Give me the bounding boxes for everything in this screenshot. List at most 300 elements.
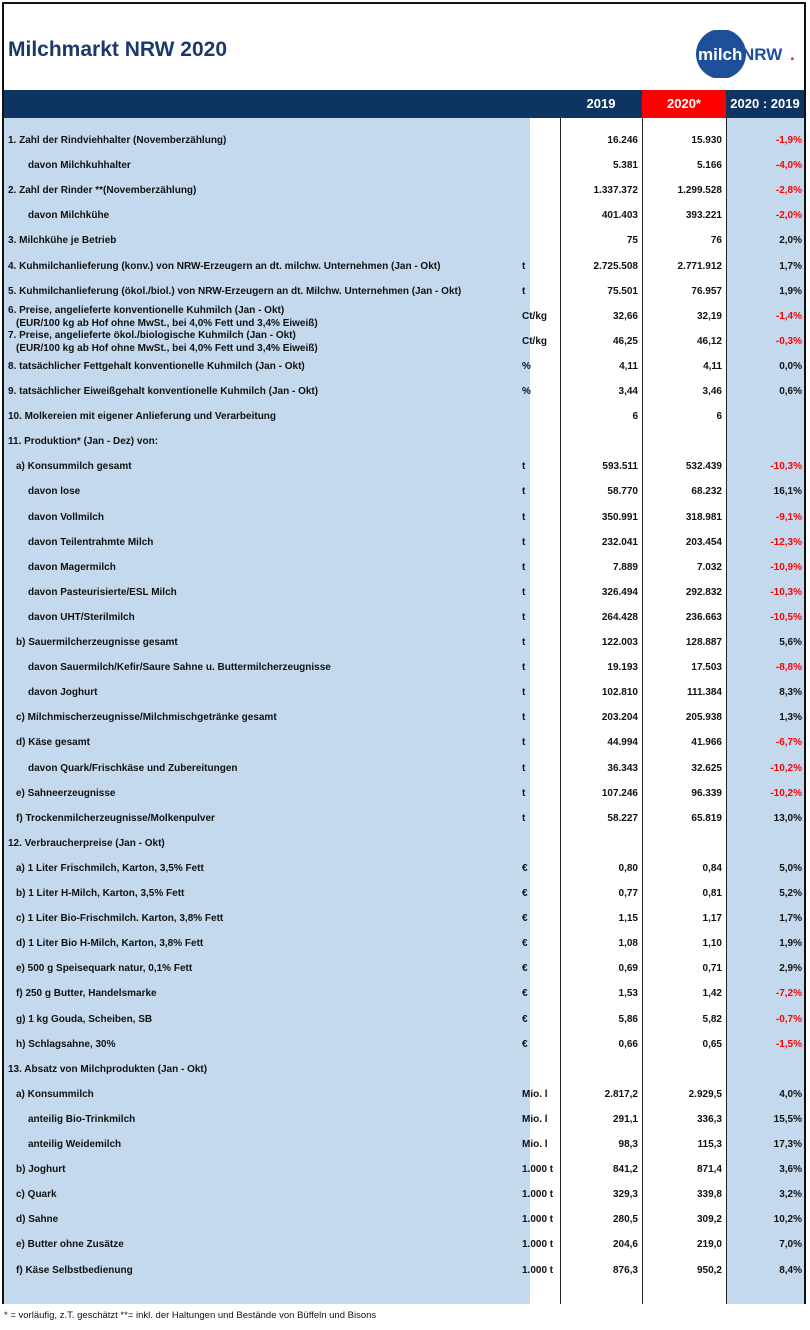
value-2019: 44.994 bbox=[607, 737, 638, 749]
table-row bbox=[4, 1107, 804, 1132]
row-label-text: anteilig Weidemilch bbox=[28, 1139, 122, 1150]
table-row bbox=[4, 153, 804, 178]
column-header-bar bbox=[4, 90, 804, 118]
value-2019: 593.511 bbox=[602, 461, 638, 473]
table-row bbox=[4, 128, 804, 153]
table-row bbox=[4, 580, 804, 605]
row-label-text: 1. Zahl der Rindviehhalter (Novemberzählung) bbox=[8, 135, 227, 146]
ratio-value: -10,3% bbox=[770, 461, 802, 473]
row-label bbox=[8, 404, 276, 429]
row-label bbox=[16, 1182, 57, 1207]
ratio-value: 7,0% bbox=[779, 1239, 802, 1251]
table-row bbox=[4, 630, 804, 655]
column-header-ratio: 2020 : 2019 bbox=[730, 96, 800, 111]
row-label-text: anteilig Bio-Trinkmilch bbox=[28, 1113, 136, 1125]
row-unit: t bbox=[522, 637, 526, 648]
table-row bbox=[4, 505, 804, 530]
row-label-text: c) 1 Liter Bio-Frischmilch. Karton, 3,8% Fett bbox=[16, 913, 224, 925]
row-label bbox=[16, 806, 215, 831]
row-unit: Mio. l bbox=[522, 1139, 548, 1150]
ratio-value: 5,6% bbox=[779, 637, 802, 648]
value-2020: 0,71 bbox=[702, 963, 722, 975]
value-2019: 46,25 bbox=[612, 335, 638, 347]
row-unit: € bbox=[522, 963, 528, 975]
table-row bbox=[4, 304, 804, 329]
row-label bbox=[8, 128, 226, 153]
value-2020: 32.625 bbox=[691, 762, 722, 774]
row-label bbox=[8, 254, 440, 279]
svg-text:NRW: NRW bbox=[742, 45, 783, 64]
value-2020 bbox=[644, 831, 722, 856]
page-title: Milchmarkt NRW 2020 bbox=[8, 38, 228, 61]
row-label-text: 6. Preise, angelieferte konventionelle Kuhmilch (Jan - Okt) bbox=[8, 304, 285, 316]
row-label bbox=[16, 1032, 115, 1057]
value-2020: 46,12 bbox=[696, 335, 722, 347]
row-unit: Ct/kg bbox=[522, 310, 547, 322]
row-unit: t bbox=[522, 611, 526, 623]
row-label-text: b) Joghurt bbox=[16, 1164, 66, 1176]
row-label bbox=[16, 781, 115, 806]
row-label-text: e) Butter ohne Zusätze bbox=[16, 1239, 124, 1251]
row-unit: % bbox=[522, 360, 531, 372]
row-label bbox=[28, 203, 109, 228]
row-unit bbox=[522, 429, 558, 454]
value-2019: 204,6 bbox=[612, 1239, 638, 1251]
row-unit: 1.000 t bbox=[522, 1214, 554, 1226]
row-unit: t bbox=[522, 461, 526, 473]
ratio-value: -1,5% bbox=[775, 1038, 802, 1050]
milch-nrw-logo bbox=[694, 30, 798, 78]
value-2019: 58.770 bbox=[607, 486, 638, 498]
table-row bbox=[4, 354, 804, 379]
table-row bbox=[4, 530, 804, 555]
table-row bbox=[4, 1032, 804, 1057]
ratio-value: 1,7% bbox=[779, 913, 802, 925]
row-unit bbox=[522, 203, 558, 228]
value-2019: 264.428 bbox=[601, 611, 638, 623]
row-label bbox=[16, 1157, 65, 1182]
ratio-value bbox=[728, 1057, 802, 1082]
value-2019: 291,1 bbox=[612, 1113, 638, 1125]
table-row bbox=[4, 228, 804, 253]
table-row bbox=[4, 1082, 804, 1107]
ratio-value: -0,3% bbox=[775, 335, 802, 347]
table-row bbox=[4, 555, 804, 580]
row-label bbox=[16, 730, 90, 755]
row-unit: € bbox=[522, 888, 528, 899]
row-label bbox=[16, 1082, 94, 1107]
table-row bbox=[4, 1157, 804, 1182]
value-2020: 236.663 bbox=[685, 611, 722, 623]
row-label-text: davon Quark/Frischkäse und Zubereitungen bbox=[28, 762, 238, 774]
table-row bbox=[4, 429, 804, 454]
row-label bbox=[28, 1132, 121, 1157]
table-row bbox=[4, 1132, 804, 1157]
row-label-text: 4. Kuhmilchanlieferung (konv.) von NRW-Erzeugern an dt. milchw. Unternehmen (Jan - Okt) bbox=[8, 260, 441, 272]
table-row bbox=[4, 178, 804, 203]
value-2019: 0,66 bbox=[618, 1038, 638, 1050]
value-2019: 16.246 bbox=[607, 135, 638, 146]
row-label bbox=[16, 1007, 152, 1032]
value-2020: 2.929,5 bbox=[688, 1088, 722, 1100]
row-label bbox=[16, 981, 157, 1006]
value-2020: 65.819 bbox=[691, 812, 722, 824]
value-2019: 36.343 bbox=[607, 762, 638, 774]
value-2020: 5.166 bbox=[696, 160, 722, 172]
row-unit: t bbox=[522, 586, 526, 598]
ratio-value: -10,2% bbox=[770, 787, 802, 799]
row-label-text: davon Milchkühe bbox=[28, 210, 110, 222]
ratio-value: -2,0% bbox=[775, 210, 802, 222]
value-2020: 5,82 bbox=[702, 1013, 722, 1025]
value-2019: 3,44 bbox=[618, 386, 638, 397]
value-2020: 41.966 bbox=[691, 737, 722, 749]
row-label-text: c) Quark bbox=[16, 1189, 57, 1201]
value-2019: 1,15 bbox=[618, 913, 638, 925]
row-label-text: 5. Kuhmilchanlieferung (ökol./biol.) von NRW-Erzeugern an dt. Milchw. Unternehmen (Jan - Okt) bbox=[8, 285, 462, 297]
value-2019: 2.725.508 bbox=[593, 260, 638, 272]
row-label-text: 3. Milchkühe je Betrieb bbox=[8, 235, 117, 247]
ratio-value: -4,0% bbox=[775, 160, 802, 172]
value-2019: 1.337.372 bbox=[593, 185, 638, 197]
row-unit bbox=[522, 831, 558, 856]
row-label bbox=[28, 1107, 135, 1132]
ratio-value bbox=[728, 831, 802, 856]
table-frame bbox=[2, 2, 806, 1304]
row-label-text: 13. Absatz von Milchprodukten (Jan - Okt) bbox=[8, 1063, 208, 1075]
value-2020: 111.384 bbox=[686, 687, 722, 699]
value-2020: 318.981 bbox=[685, 511, 722, 523]
page-header bbox=[4, 4, 804, 92]
row-label bbox=[28, 479, 80, 504]
value-2019: 107.246 bbox=[601, 787, 638, 799]
row-label-text: a) Konsummilch gesamt bbox=[16, 461, 132, 473]
ratio-value: 10,2% bbox=[773, 1214, 802, 1226]
row-label-text: davon Milchkuhhalter bbox=[28, 160, 131, 172]
row-unit: t bbox=[522, 536, 526, 548]
row-label bbox=[16, 454, 132, 479]
value-2019: 1,08 bbox=[618, 938, 638, 950]
row-unit: t bbox=[522, 662, 526, 674]
table-row bbox=[4, 404, 804, 429]
row-label-text: davon Teilentrahmte Milch bbox=[28, 536, 154, 548]
svg-text:.: . bbox=[790, 45, 795, 64]
row-label-text: 2. Zahl der Rinder **(Novemberzählung) bbox=[8, 185, 197, 197]
row-label bbox=[8, 354, 305, 379]
value-2019: 58.227 bbox=[607, 812, 638, 824]
table-row bbox=[4, 279, 804, 304]
value-2020 bbox=[644, 1057, 722, 1082]
ratio-value: -9,1% bbox=[775, 511, 802, 523]
row-label-text: 9. tatsächlicher Eiweißgehalt konventionelle Kuhmilch (Jan - Okt) bbox=[8, 386, 319, 397]
row-unit: t bbox=[522, 687, 526, 699]
row-label bbox=[8, 228, 116, 253]
row-label bbox=[16, 906, 223, 931]
value-2020: 532.439 bbox=[685, 461, 722, 473]
row-unit: t bbox=[522, 762, 526, 774]
row-label-text: e) Sahneerzeugnisse bbox=[16, 787, 116, 799]
value-2020: 205.938 bbox=[685, 712, 722, 724]
row-unit bbox=[522, 153, 558, 178]
row-unit bbox=[522, 128, 558, 153]
ratio-value: 16,1% bbox=[773, 486, 802, 498]
row-label bbox=[8, 304, 318, 329]
value-2020: 68.232 bbox=[691, 486, 722, 498]
row-label-text: a) Konsummilch bbox=[16, 1088, 94, 1100]
ratio-value: 5,0% bbox=[779, 862, 802, 874]
row-label-text: 7. Preise, angelieferte ökol./biologische Kuhmilch (Jan - Okt) bbox=[8, 329, 296, 341]
row-label bbox=[16, 1258, 133, 1283]
ratio-value: 1,9% bbox=[779, 285, 802, 297]
value-2020: 1.299.528 bbox=[677, 185, 722, 197]
value-2019: 19.193 bbox=[607, 662, 638, 674]
table-row bbox=[4, 881, 804, 906]
ratio-value: 1,7% bbox=[779, 260, 802, 272]
ratio-value: -10,9% bbox=[770, 561, 802, 573]
table-row bbox=[4, 254, 804, 279]
row-label-text: d) Käse gesamt bbox=[16, 737, 90, 749]
value-2019: 32,66 bbox=[612, 310, 638, 322]
row-label-text: davon UHT/Sterilmilch bbox=[28, 611, 135, 623]
row-label-text: davon Sauermilch/Kefir/Saure Sahne u. Buttermilcherzeugnisse bbox=[28, 662, 331, 674]
value-2019: 102.810 bbox=[601, 687, 638, 699]
row-label bbox=[8, 178, 196, 203]
row-unit: € bbox=[522, 1013, 528, 1025]
value-2020: 0,65 bbox=[702, 1038, 722, 1050]
table-row bbox=[4, 981, 804, 1006]
row-unit: % bbox=[522, 386, 531, 397]
value-2019: 7.889 bbox=[612, 561, 638, 573]
row-unit: t bbox=[522, 787, 526, 799]
row-label-text: b) 1 Liter H-Milch, Karton, 3,5% Fett bbox=[16, 888, 185, 899]
value-2019: 0,77 bbox=[618, 888, 638, 899]
value-2019: 122.003 bbox=[601, 637, 638, 648]
value-2019: 0,80 bbox=[618, 862, 638, 874]
row-label bbox=[28, 580, 177, 605]
value-2020: 1,10 bbox=[702, 938, 722, 950]
value-2019: 401.403 bbox=[601, 210, 638, 222]
row-label bbox=[16, 956, 192, 981]
value-2020: 336,3 bbox=[696, 1113, 722, 1125]
value-2020: 309,2 bbox=[696, 1214, 722, 1226]
ratio-value: 13,0% bbox=[773, 812, 802, 824]
value-2019: 75 bbox=[626, 235, 638, 247]
value-2020: 1,42 bbox=[702, 988, 722, 1000]
row-label bbox=[28, 756, 238, 781]
row-unit: € bbox=[522, 913, 528, 925]
table-row bbox=[4, 203, 804, 228]
ratio-value: 17,3% bbox=[773, 1139, 802, 1150]
table-row bbox=[4, 956, 804, 981]
row-unit: t bbox=[522, 812, 526, 824]
value-2020: 2.771.912 bbox=[677, 260, 722, 272]
row-label bbox=[16, 1232, 124, 1257]
value-2020: 219,0 bbox=[696, 1239, 722, 1251]
row-unit: t bbox=[522, 486, 526, 498]
row-unit: Mio. l bbox=[522, 1113, 548, 1125]
row-label-text: davon Vollmilch bbox=[28, 511, 104, 523]
row-unit: t bbox=[522, 712, 526, 724]
table-row bbox=[4, 605, 804, 630]
row-label bbox=[8, 429, 158, 454]
value-2019: 203.204 bbox=[601, 712, 638, 724]
row-unit: Ct/kg bbox=[522, 335, 547, 347]
row-unit bbox=[522, 178, 558, 203]
row-label bbox=[28, 655, 331, 680]
row-unit: t bbox=[522, 285, 526, 297]
row-label-text: e) 500 g Speisequark natur, 0,1% Fett bbox=[16, 963, 193, 975]
ratio-value: -12,3% bbox=[770, 536, 802, 548]
ratio-value bbox=[728, 429, 802, 454]
footnote: * = vorläufig, z.T. geschätzt **= inkl. der Haltungen und Bestände von Büffeln und Bisons bbox=[4, 1310, 377, 1321]
value-2019: 350.991 bbox=[601, 511, 638, 523]
svg-text:milch: milch bbox=[698, 45, 743, 64]
ratio-value: 0,0% bbox=[779, 360, 802, 372]
value-2020: 292.832 bbox=[685, 586, 722, 598]
row-label-text: 11. Produktion* (Jan - Dez) von: bbox=[8, 436, 159, 448]
value-2019 bbox=[562, 1057, 638, 1082]
ratio-value: -10,2% bbox=[770, 762, 802, 774]
row-label bbox=[28, 530, 153, 555]
ratio-value: -2,8% bbox=[775, 185, 802, 197]
ratio-value: -1,9% bbox=[775, 135, 802, 146]
ratio-value: 2,0% bbox=[779, 235, 802, 247]
value-2019: 876,3 bbox=[612, 1264, 638, 1276]
value-2019: 0,69 bbox=[618, 963, 638, 975]
row-unit: t bbox=[522, 561, 526, 573]
table-body bbox=[4, 118, 804, 1304]
row-label bbox=[16, 1207, 58, 1232]
value-2020: 1,17 bbox=[702, 913, 722, 925]
row-label-text: g) 1 kg Gouda, Scheiben, SB bbox=[16, 1013, 153, 1025]
row-label-text: davon Pasteurisierte/ESL Milch bbox=[28, 586, 177, 598]
table-row bbox=[4, 831, 804, 856]
value-2020: 7.032 bbox=[696, 561, 722, 573]
row-label-text: d) Sahne bbox=[16, 1214, 59, 1226]
value-2019: 1,53 bbox=[618, 988, 638, 1000]
value-2020: 4,11 bbox=[703, 360, 722, 372]
value-2020: 6 bbox=[716, 411, 722, 423]
row-label-subtext: (EUR/100 kg ab Hof ohne MwSt., bei 4,0% Fett und 3,4% Eiweiß) bbox=[16, 342, 318, 354]
value-2019: 5,86 bbox=[618, 1013, 638, 1025]
row-unit: € bbox=[522, 988, 528, 1000]
row-label-subtext: (EUR/100 kg ab Hof ohne MwSt., bei 4,0% Fett und 3,4% Eiweiß) bbox=[16, 317, 318, 329]
value-2020: 128.887 bbox=[685, 637, 722, 648]
row-label-text: h) Schlagsahne, 30% bbox=[16, 1038, 116, 1050]
row-label bbox=[28, 555, 116, 580]
ratio-value: 4,0% bbox=[779, 1088, 802, 1100]
table-row bbox=[4, 655, 804, 680]
value-2019: 329,3 bbox=[612, 1189, 638, 1201]
row-label-text: f) Trockenmilcherzeugnisse/Molkenpulver bbox=[16, 812, 215, 824]
value-2019: 2.817,2 bbox=[604, 1088, 638, 1100]
value-2020: 0,84 bbox=[702, 862, 722, 874]
value-2020: 339,8 bbox=[696, 1189, 722, 1201]
ratio-value: -10,3% bbox=[770, 586, 802, 598]
value-2020: 76.957 bbox=[691, 285, 722, 297]
row-unit: 1.000 t bbox=[522, 1239, 554, 1251]
table-row bbox=[4, 329, 804, 354]
ratio-value: -7,2% bbox=[775, 988, 802, 1000]
value-2019: 5.381 bbox=[612, 160, 638, 172]
ratio-value: 8,3% bbox=[779, 687, 802, 699]
value-2019: 326.494 bbox=[601, 586, 638, 598]
row-unit: t bbox=[522, 260, 526, 272]
ratio-value: 8,4% bbox=[779, 1264, 802, 1276]
table-row bbox=[4, 756, 804, 781]
row-label-text: c) Milchmischerzeugnisse/Milchmischgetränke gesamt bbox=[16, 712, 277, 724]
row-unit: € bbox=[522, 938, 528, 950]
table-row bbox=[4, 479, 804, 504]
row-label bbox=[28, 153, 131, 178]
value-2020: 393.221 bbox=[685, 210, 722, 222]
column-header-2020: 2020* bbox=[642, 90, 726, 118]
value-2020: 3,46 bbox=[702, 386, 722, 397]
table-row bbox=[4, 705, 804, 730]
row-label-text: f) 250 g Butter, Handelsmarke bbox=[16, 988, 157, 1000]
row-label bbox=[16, 705, 277, 730]
value-2020: 32,19 bbox=[696, 310, 722, 322]
row-label bbox=[16, 931, 203, 956]
row-label-text: davon Magermilch bbox=[28, 561, 116, 573]
row-label-text: a) 1 Liter Frischmilch, Karton, 3,5% Fett bbox=[16, 862, 204, 874]
column-header-2019: 2019 bbox=[586, 96, 616, 111]
row-unit: t bbox=[522, 737, 526, 749]
ratio-value: -8,8% bbox=[775, 662, 802, 674]
ratio-value: 5,2% bbox=[779, 888, 802, 899]
ratio-value: 3,2% bbox=[779, 1189, 802, 1201]
row-label bbox=[8, 831, 165, 856]
value-2019: 6 bbox=[632, 411, 638, 423]
value-2019: 4,11 bbox=[619, 360, 638, 372]
row-label bbox=[28, 605, 135, 630]
row-unit: 1.000 t bbox=[522, 1264, 554, 1276]
ratio-value: 15,5% bbox=[773, 1113, 802, 1125]
table-row bbox=[4, 931, 804, 956]
table-row bbox=[4, 680, 804, 705]
row-label bbox=[16, 881, 184, 906]
ratio-value: 1,9% bbox=[779, 938, 802, 950]
table-row bbox=[4, 1007, 804, 1032]
table-row bbox=[4, 454, 804, 479]
value-2019: 841,2 bbox=[612, 1164, 638, 1176]
row-label-text: 12. Verbraucherpreise (Jan - Okt) bbox=[8, 837, 165, 849]
value-2020: 17.503 bbox=[691, 662, 722, 674]
ratio-value bbox=[728, 404, 802, 429]
value-2020: 115,3 bbox=[697, 1139, 722, 1150]
value-2019: 232.041 bbox=[601, 536, 638, 548]
value-2019: 98,3 bbox=[618, 1139, 638, 1150]
row-label bbox=[28, 505, 104, 530]
row-unit bbox=[522, 404, 558, 429]
row-label bbox=[16, 630, 178, 655]
ratio-value: -6,7% bbox=[775, 737, 802, 749]
table-row bbox=[4, 730, 804, 755]
row-label-text: b) Sauermilcherzeugnisse gesamt bbox=[16, 637, 178, 648]
table-row bbox=[4, 1207, 804, 1232]
value-2020: 950,2 bbox=[696, 1264, 722, 1276]
row-label bbox=[16, 856, 204, 881]
table-row bbox=[4, 781, 804, 806]
value-2020: 96.339 bbox=[691, 787, 722, 799]
row-label bbox=[8, 329, 318, 354]
row-unit: Mio. l bbox=[522, 1088, 548, 1100]
row-label-text: f) Käse Selbstbedienung bbox=[16, 1264, 133, 1276]
table-row bbox=[4, 906, 804, 931]
value-2019: 75.501 bbox=[607, 285, 638, 297]
value-2019 bbox=[562, 831, 638, 856]
row-label bbox=[8, 1057, 207, 1082]
